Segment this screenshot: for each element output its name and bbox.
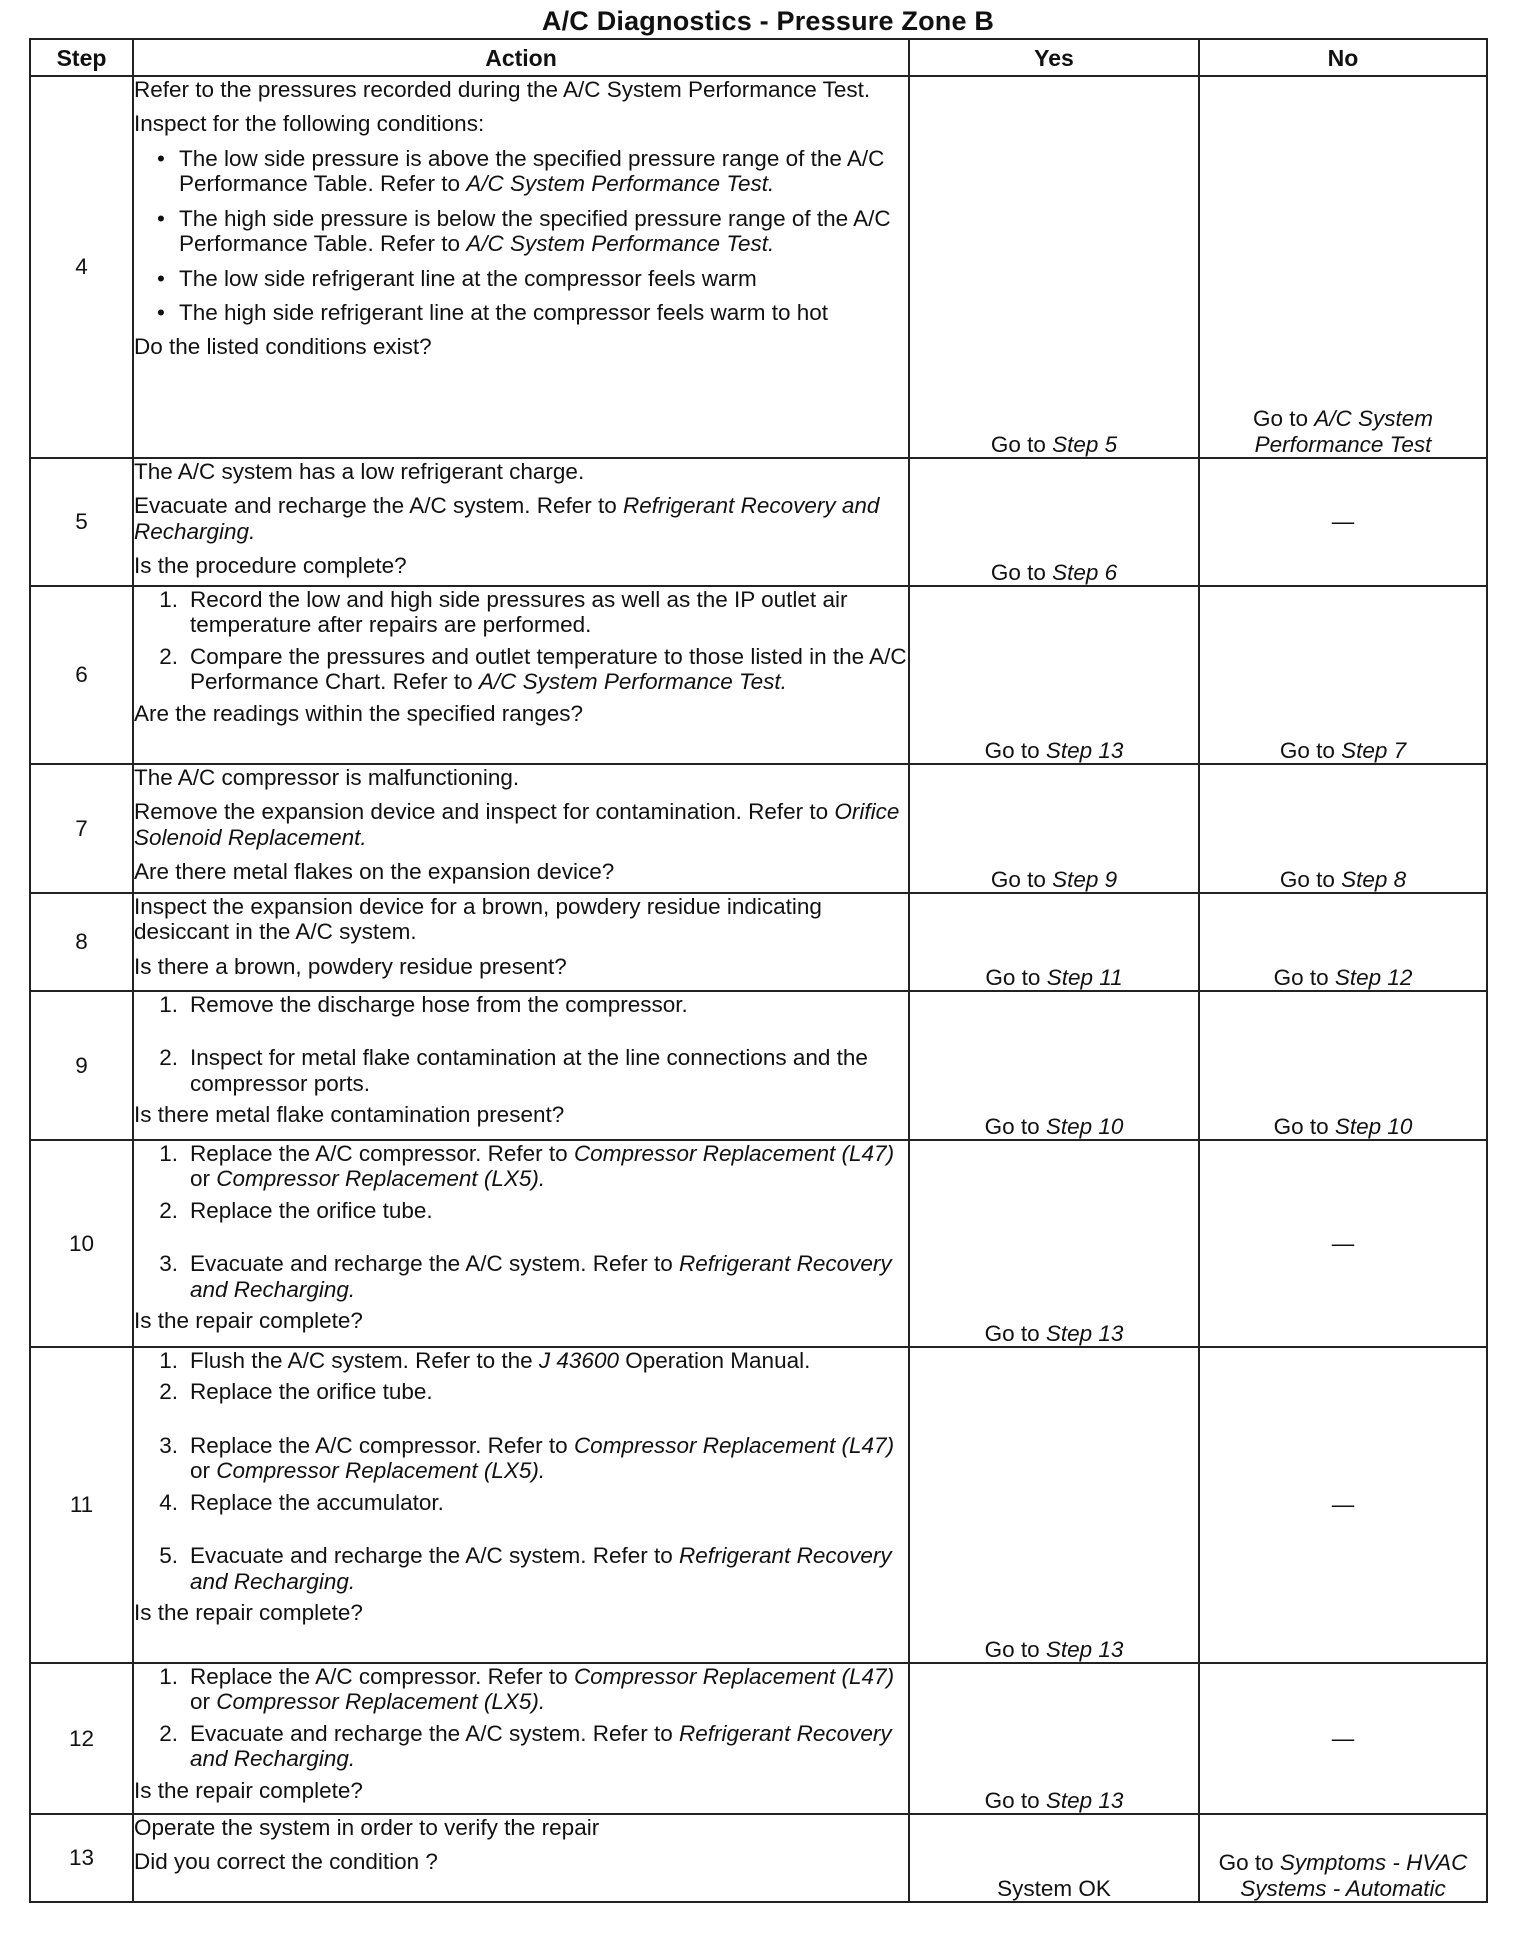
table-header-row — [30, 39, 1487, 76]
reference-link[interactable]: Refrigerant Recovery and Recharging. — [134, 493, 880, 544]
reference-link[interactable]: Compressor Replacement (L47) — [573, 1664, 895, 1689]
step-number: 10 — [30, 1140, 133, 1347]
step-link[interactable]: Step 13 — [1045, 1320, 1124, 1346]
reference-link[interactable]: Compressor Replacement (L47) — [573, 1432, 895, 1458]
step-number: 12 — [30, 1663, 133, 1814]
no-cell: Go to Step 8 — [1199, 764, 1487, 893]
reference-link[interactable]: J 43600 — [538, 1348, 619, 1373]
yes-cell: Go to Step 13 — [909, 1140, 1199, 1347]
step-number: 9 — [30, 991, 133, 1140]
list-item: • The low side refrigerant line at the compressor feels warm — [134, 266, 908, 291]
no-cell: — — [1199, 1663, 1487, 1814]
step-link[interactable]: Step 13 — [1045, 737, 1124, 763]
step-link[interactable]: Step 7 — [1341, 737, 1407, 763]
action-text: Operate the system in order to verify the repair — [134, 1815, 600, 1840]
table-row — [30, 1140, 1487, 1347]
reference-link[interactable]: Compressor Replacement (L47) — [573, 1141, 895, 1166]
step-link[interactable]: Step 8 — [1341, 866, 1407, 892]
list-item: 2. Replace the orifice tube. — [159, 1379, 433, 1405]
yes-cell: Go to Step 13 — [909, 1347, 1199, 1663]
action-cell — [133, 1663, 909, 1814]
header-no: No — [1199, 39, 1487, 76]
reference-link[interactable]: Orifice Solenoid Replacement. — [134, 799, 900, 850]
step-number: 7 — [30, 764, 133, 893]
reference-link[interactable]: A/C System Performance Test. — [478, 669, 787, 695]
no-cell: Go to Step 10 — [1199, 991, 1487, 1140]
step-number: 8 — [30, 893, 133, 991]
diagnostic-table — [29, 38, 1488, 1903]
list-item: • The low side pressure is above the specified pressure range of the A/C Performance Table. Refer to A/C System Performance Test. — [134, 146, 908, 197]
step-link[interactable]: Step 12 — [1334, 964, 1413, 990]
action-text: The A/C system has a low refrigerant charge. — [134, 459, 585, 484]
action-text: Inspect the expansion device for a brown, powdery residue indicating desiccant in the A/C system. — [134, 894, 822, 945]
header-yes: Yes — [909, 39, 1199, 76]
reference-link[interactable]: Symptoms - HVAC Systems - Automatic — [1240, 1850, 1468, 1901]
action-text: Remove the expansion device and inspect for contamination. Refer to Orifice Solenoid Replacement. — [134, 799, 900, 850]
step-link[interactable]: Step 13 — [1045, 1636, 1124, 1662]
yes-cell: Go to Step 13 — [909, 1663, 1199, 1814]
table-row — [30, 76, 1487, 458]
table-row — [30, 1814, 1487, 1902]
action-cell — [133, 1347, 909, 1663]
table-row — [30, 893, 1487, 991]
question-text: Are the readings within the specified ranges? — [134, 700, 584, 726]
yes-cell: Go to Step 13 — [909, 586, 1199, 764]
step-link[interactable]: Step 10 — [1045, 1113, 1124, 1139]
list-item: 1. Replace the A/C compressor. Refer to Compressor Replacement (L47) or Compressor Replacement (LX5). — [159, 1141, 895, 1192]
no-cell: — — [1199, 458, 1487, 586]
question-text: Is there a brown, powdery residue present? — [134, 953, 567, 979]
header-action: Action — [133, 39, 909, 76]
step-number: 4 — [30, 76, 133, 458]
list-item: 1. Replace the A/C compressor. Refer to Compressor Replacement (L47) or Compressor Replacement (LX5). — [159, 1664, 895, 1715]
step-number: 13 — [30, 1814, 133, 1902]
list-item: 1. Flush the A/C system. Refer to the J 43600 Operation Manual. — [159, 1348, 811, 1373]
table-row — [30, 458, 1487, 586]
reference-link[interactable]: A/C System Performance Test. — [466, 171, 775, 197]
yes-cell: Go to Step 11 — [909, 893, 1199, 991]
list-item: 3. Evacuate and recharge the A/C system. Refer to Refrigerant Recovery and Recharging. — [159, 1251, 892, 1302]
list-item: 3. Replace the A/C compressor. Refer to Compressor Replacement (L47) or Compressor Replacement (LX5). — [159, 1432, 895, 1484]
action-cell — [133, 1814, 909, 1902]
list-item: • The high side refrigerant line at the compressor feels warm to hot — [134, 300, 908, 325]
yes-cell: Go to Step 10 — [909, 991, 1199, 1140]
question-text: Is the repair complete? — [134, 1777, 363, 1803]
no-cell: — — [1199, 1140, 1487, 1347]
action-cell — [133, 76, 909, 458]
yes-cell: Go to Step 9 — [909, 764, 1199, 893]
reference-link[interactable]: Compressor Replacement (LX5). — [216, 1166, 546, 1192]
list-item: 1. Record the low and high side pressures as well as the IP outlet air temperature after repairs are performed. — [159, 587, 848, 638]
question-text: Is the repair complete? — [134, 1599, 363, 1625]
action-cell — [133, 893, 909, 991]
step-link[interactable]: Step 6 — [1052, 559, 1118, 585]
no-cell: Go to Step 12 — [1199, 893, 1487, 991]
list-item: 1. Remove the discharge hose from the compressor. — [159, 992, 688, 1017]
yes-cell: Go to Step 6 — [909, 458, 1199, 586]
table-row — [30, 586, 1487, 764]
list-item: 2. Compare the pressures and outlet temperature to those listed in the A/C Performance Chart. Refer to A/C System Performance Test. — [159, 643, 907, 695]
action-text: Evacuate and recharge the A/C system. Refer to Refrigerant Recovery and Recharging. — [134, 493, 880, 544]
table-row — [30, 991, 1487, 1140]
list-item: 2. Inspect for metal flake contamination at the line connections and the compressor ports. — [159, 1045, 868, 1096]
step-link[interactable]: Step 11 — [1046, 964, 1123, 990]
yes-cell: Go to Step 5 — [909, 76, 1199, 458]
action-text: Inspect for the following conditions: — [134, 111, 485, 137]
reference-link[interactable]: Compressor Replacement (LX5). — [216, 1458, 546, 1484]
list-item: 4. Replace the accumulator. — [159, 1489, 444, 1515]
question-text: Are there metal flakes on the expansion device? — [134, 859, 615, 885]
list-item: 2. Evacuate and recharge the A/C system. Refer to Refrigerant Recovery and Recharging. — [159, 1720, 892, 1772]
list-item: • The high side pressure is below the specified pressure range of the A/C Performance Table. Refer to A/C System Performance Test. — [134, 206, 908, 257]
question-text: Did you correct the condition ? — [134, 1849, 438, 1875]
reference-link[interactable]: Refrigerant Recovery and Recharging. — [190, 1720, 892, 1772]
step-link[interactable]: Step 10 — [1334, 1113, 1413, 1139]
action-cell — [133, 458, 909, 586]
header-step: Step — [30, 39, 133, 76]
step-number: 5 — [30, 458, 133, 586]
action-text: The A/C compressor is malfunctioning. — [134, 765, 520, 790]
question-text: Is the procedure complete? — [134, 553, 407, 579]
reference-link[interactable]: A/C System Performance Test. — [466, 231, 775, 257]
step-number: 6 — [30, 586, 133, 764]
action-cell — [133, 586, 909, 764]
no-cell: Go to A/C System Performance Test — [1199, 76, 1487, 458]
no-cell: — — [1199, 1347, 1487, 1663]
no-cell: Go to Symptoms - HVAC Systems - Automatic — [1199, 1814, 1487, 1902]
table-row — [30, 764, 1487, 893]
reference-link[interactable]: Refrigerant Recovery and Recharging. — [190, 1251, 892, 1302]
action-cell — [133, 764, 909, 893]
step-link[interactable]: Step 13 — [1045, 1787, 1124, 1813]
yes-cell: System OK — [909, 1814, 1199, 1902]
table-row — [30, 1663, 1487, 1814]
action-cell — [133, 1140, 909, 1347]
list-item: 2. Replace the orifice tube. — [159, 1197, 433, 1223]
no-cell: Go to Step 7 — [1199, 586, 1487, 764]
list-item: 5. Evacuate and recharge the A/C system. Refer to Refrigerant Recovery and Recharging. — [159, 1543, 892, 1594]
action-cell — [133, 991, 909, 1140]
question-text: Is there metal flake contamination present? — [134, 1102, 565, 1128]
step-link[interactable]: Step 9 — [1052, 866, 1118, 892]
page-title: A/C Diagnostics - Pressure Zone B — [541, 6, 995, 36]
question-text: Do the listed conditions exist? — [134, 334, 432, 360]
step-number: 11 — [30, 1347, 133, 1663]
reference-link[interactable]: A/C System Performance Test — [1254, 406, 1434, 457]
reference-link[interactable]: Compressor Replacement (LX5). — [216, 1689, 546, 1715]
action-text: Refer to the pressures recorded during the A/C System Performance Test. — [134, 77, 871, 102]
question-text: Is the repair complete? — [134, 1308, 363, 1334]
step-link[interactable]: Step 5 — [1052, 431, 1118, 457]
table-row — [30, 1347, 1487, 1663]
reference-link[interactable]: Refrigerant Recovery and Recharging. — [190, 1543, 892, 1594]
